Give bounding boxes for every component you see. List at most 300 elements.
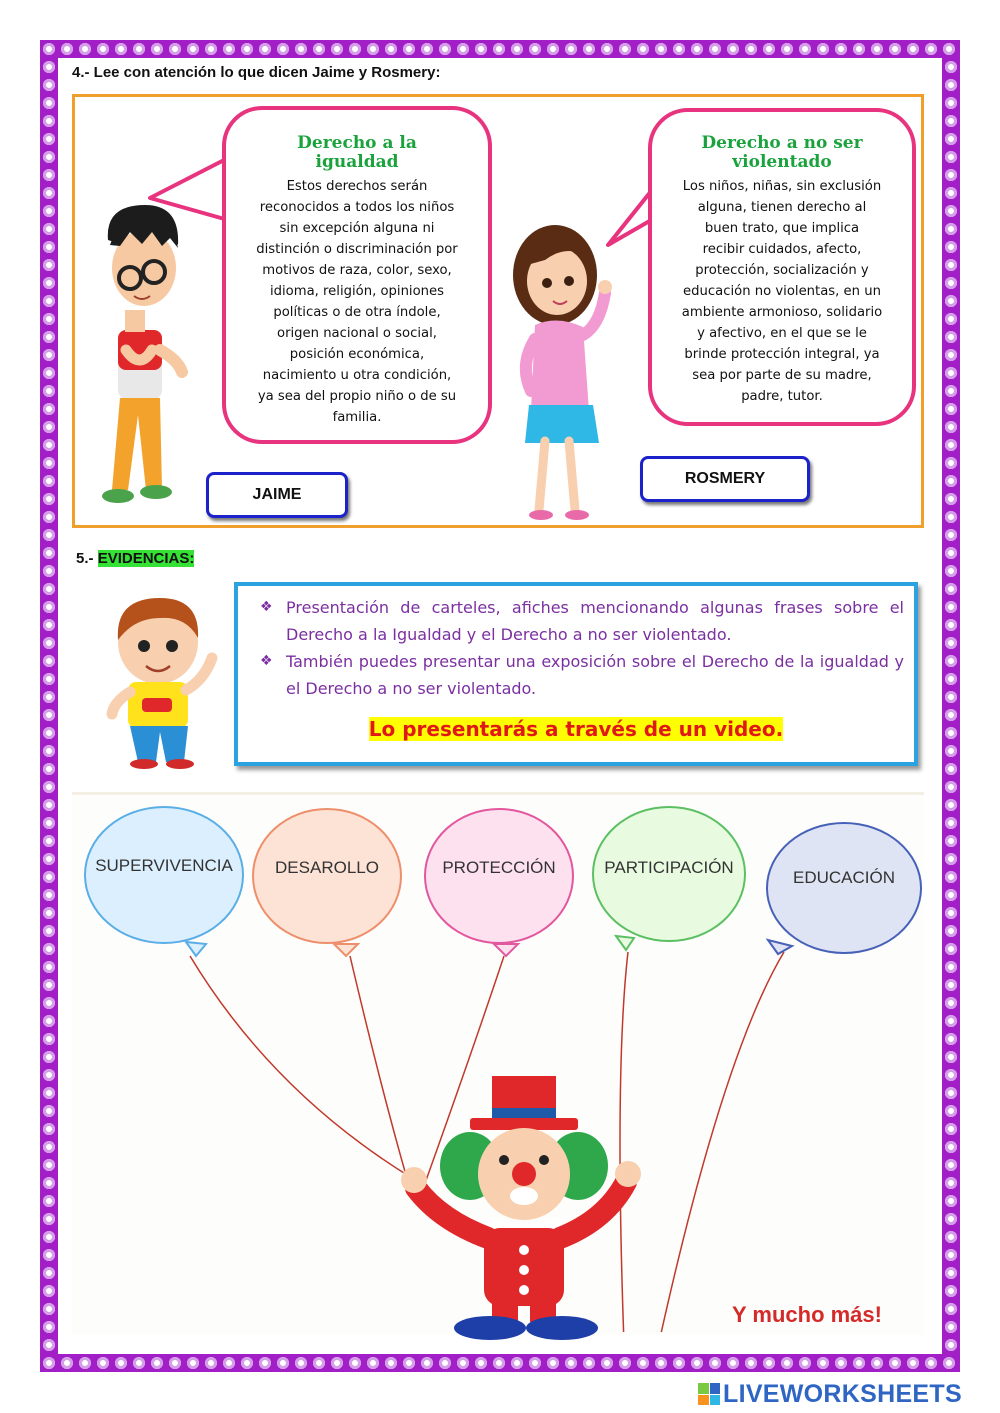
border-flower-icon	[565, 1357, 577, 1369]
rosmery-line: Los niños, niñas, sin exclusión	[682, 179, 882, 194]
border-flower-icon	[945, 1105, 957, 1117]
border-flower-icon	[945, 673, 957, 685]
border-flower-icon	[187, 43, 199, 55]
border-flower-icon	[945, 1177, 957, 1189]
border-flower-icon	[945, 241, 957, 253]
border-flower-icon	[43, 151, 55, 163]
balloon-label-proteccion: PROTECCIÓN	[442, 858, 556, 877]
border-flower-icon	[945, 421, 957, 433]
border-flower-icon	[421, 43, 433, 55]
liveworksheets-brand	[698, 1378, 962, 1410]
border-flower-icon	[43, 259, 55, 271]
jaime-line: sin excepción alguna ni	[279, 221, 435, 236]
border-flower-icon	[43, 1087, 55, 1099]
border-flower-icon	[43, 637, 55, 649]
border-flower-icon	[945, 97, 957, 109]
rosmery-line: educación no violentas, en un	[683, 284, 881, 299]
section-4-heading: 4.- Lee con atención lo que dicen Jaime y Rosmery:	[72, 64, 441, 81]
border-flower-icon	[43, 1177, 55, 1189]
border-flower-icon	[43, 961, 55, 973]
border-flower-icon	[799, 1357, 811, 1369]
border-flower-icon	[61, 43, 73, 55]
border-flower-icon	[43, 835, 55, 847]
border-flower-icon	[945, 457, 957, 469]
border-flower-icon	[945, 655, 957, 667]
border-flower-icon	[43, 349, 55, 361]
border-flower-icon	[945, 547, 957, 559]
border-flower-icon	[259, 43, 271, 55]
border-flower-icon	[853, 1357, 865, 1369]
border-flower-icon	[945, 709, 957, 721]
rosmery-line: ambiente armonioso, solidario	[681, 305, 883, 320]
border-flower-icon	[133, 1357, 145, 1369]
border-flower-icon	[945, 1321, 957, 1333]
border-flower-icon	[43, 853, 55, 865]
border-flower-icon	[439, 43, 451, 55]
diamond-bullet-icon: ❖	[260, 653, 273, 669]
border-flower-icon	[583, 1357, 595, 1369]
border-flower-icon	[673, 1357, 685, 1369]
border-flower-icon	[835, 1357, 847, 1369]
border-flower-icon	[945, 943, 957, 955]
border-flower-icon	[43, 889, 55, 901]
border-flower-icon	[43, 1357, 55, 1369]
border-flower-icon	[945, 1339, 957, 1351]
border-flower-icon	[457, 43, 469, 55]
border-flower-icon	[619, 43, 631, 55]
border-flower-icon	[43, 205, 55, 217]
border-flower-icon	[43, 817, 55, 829]
border-flower-icon	[925, 1357, 937, 1369]
border-flower-icon	[43, 1141, 55, 1153]
rosmery-girl-illustration	[505, 215, 625, 525]
border-flower-icon	[817, 43, 829, 55]
jaime-line: reconocidos a todos los niños	[259, 200, 455, 215]
border-flower-icon	[945, 763, 957, 775]
border-flower-icon	[97, 1357, 109, 1369]
jaime-bubble-title-2: igualdad	[315, 152, 399, 172]
border-flower-icon	[945, 727, 957, 739]
border-flower-icon	[79, 1357, 91, 1369]
border-flower-icon	[43, 439, 55, 451]
border-flower-icon	[945, 853, 957, 865]
border-flower-icon	[945, 511, 957, 523]
section-5-label: EVIDENCIAS:	[97, 550, 195, 567]
evidencia-item	[260, 648, 904, 702]
border-flower-icon	[511, 43, 523, 55]
border-flower-icon	[43, 1303, 55, 1315]
border-flower-icon	[43, 277, 55, 289]
border-flower-icon	[637, 43, 649, 55]
diamond-bullet-icon: ❖	[260, 599, 273, 615]
border-flower-icon	[945, 403, 957, 415]
border-flower-icon	[475, 1357, 487, 1369]
border-flower-icon	[43, 1213, 55, 1225]
rosmery-line: recibir cuidados, afecto,	[702, 242, 862, 257]
balloon-label-desarollo: DESAROLLO	[275, 858, 379, 877]
rosmery-bubble-text	[652, 176, 912, 407]
border-flower-icon	[241, 1357, 253, 1369]
border-flower-icon	[945, 223, 957, 235]
border-flower-icon	[835, 43, 847, 55]
border-flower-icon	[727, 43, 739, 55]
border-flower-icon	[945, 799, 957, 811]
border-flower-icon	[565, 43, 577, 55]
balloon-label-participacion: PARTICIPACIÓN	[604, 858, 734, 877]
rosmery-line: buen trato, que implica	[704, 221, 860, 236]
rosmery-line: protección, socialización y	[695, 263, 869, 278]
jaime-line: Estos derechos serán	[286, 179, 428, 194]
border-flower-icon	[945, 1213, 957, 1225]
border-flower-icon	[745, 43, 757, 55]
border-flower-icon	[43, 925, 55, 937]
border-flower-icon	[421, 1357, 433, 1369]
border-flower-icon	[277, 1357, 289, 1369]
border-flower-icon	[169, 1357, 181, 1369]
border-flower-icon	[403, 1357, 415, 1369]
border-flower-icon	[945, 781, 957, 793]
border-flower-icon	[43, 133, 55, 145]
border-flower-icon	[169, 43, 181, 55]
border-flower-icon	[331, 43, 343, 55]
border-flower-icon	[945, 61, 957, 73]
border-flower-icon	[583, 43, 595, 55]
border-flower-icon	[43, 565, 55, 577]
border-flower-icon	[945, 619, 957, 631]
border-flower-icon	[367, 1357, 379, 1369]
border-flower-icon	[43, 1105, 55, 1117]
border-flower-icon	[945, 115, 957, 127]
border-flower-icon	[945, 205, 957, 217]
border-flower-icon	[79, 43, 91, 55]
border-flower-icon	[43, 43, 55, 55]
border-flower-icon	[655, 1357, 667, 1369]
evidencia-text: Presentación de carteles, afiches mencionando algunas frases sobre el Derecho a la Igualdad y el Derecho a no ser violentado.	[286, 598, 904, 644]
border-flower-icon	[655, 43, 667, 55]
jaime-line: motivos de raza, color, sexo,	[262, 263, 452, 278]
border-flower-icon	[745, 1357, 757, 1369]
rosmery-line: brinde protección integral, ya	[684, 347, 880, 362]
border-flower-icon	[945, 637, 957, 649]
border-flower-icon	[945, 691, 957, 703]
border-flower-icon	[945, 1123, 957, 1135]
border-flower-icon	[493, 43, 505, 55]
border-flower-icon	[385, 43, 397, 55]
jaime-bubble-title-1: Derecho a la	[297, 133, 417, 153]
border-flower-icon	[43, 1123, 55, 1135]
border-flower-icon	[945, 583, 957, 595]
border-flower-icon	[43, 331, 55, 343]
border-flower-icon	[799, 43, 811, 55]
border-flower-icon	[529, 1357, 541, 1369]
border-flower-icon	[763, 1357, 775, 1369]
border-flower-icon	[43, 1015, 55, 1027]
border-flower-icon	[43, 1069, 55, 1081]
border-flower-icon	[943, 43, 955, 55]
jaime-speech-bubble	[222, 106, 492, 444]
border-flower-icon	[945, 1267, 957, 1279]
border-flower-icon	[43, 61, 55, 73]
liveworksheets-logo-icon	[698, 1383, 720, 1405]
jaime-line: idioma, religión, opiniones	[269, 284, 445, 299]
border-flower-icon	[529, 43, 541, 55]
border-flower-icon	[907, 1357, 919, 1369]
border-flower-icon	[295, 1357, 307, 1369]
border-flower-icon	[601, 43, 613, 55]
border-flower-icon	[945, 1159, 957, 1171]
border-flower-icon	[43, 1249, 55, 1261]
border-flower-icon	[871, 1357, 883, 1369]
border-flower-icon	[43, 691, 55, 703]
border-flower-icon	[43, 673, 55, 685]
border-flower-icon	[223, 1357, 235, 1369]
border-flower-icon	[945, 79, 957, 91]
border-flower-icon	[945, 439, 957, 451]
section-5-heading	[76, 550, 194, 567]
border-flower-icon	[43, 799, 55, 811]
video-note	[238, 717, 914, 741]
border-flower-icon	[781, 43, 793, 55]
border-flower-icon	[945, 835, 957, 847]
border-flower-icon	[43, 1051, 55, 1063]
border-flower-icon	[313, 1357, 325, 1369]
border-flower-icon	[43, 1267, 55, 1279]
border-flower-icon	[945, 493, 957, 505]
jaime-boy-illustration	[90, 200, 200, 520]
border-flower-icon	[943, 1357, 955, 1369]
border-flower-icon	[945, 277, 957, 289]
border-flower-icon	[205, 43, 217, 55]
border-flower-icon	[547, 43, 559, 55]
border-flower-icon	[709, 1357, 721, 1369]
border-flower-icon	[889, 43, 901, 55]
border-flower-icon	[385, 1357, 397, 1369]
border-flower-icon	[945, 1231, 957, 1243]
border-flower-icon	[43, 169, 55, 181]
border-flower-icon	[945, 961, 957, 973]
closing-text: Y mucho más!	[732, 1302, 882, 1327]
balloon-label-supervivencia: SUPERVIVENCIA	[95, 856, 233, 875]
border-flower-icon	[43, 727, 55, 739]
rosmery-bubble-title-1: Derecho a no ser	[701, 133, 863, 153]
border-flower-icon	[945, 367, 957, 379]
border-flower-icon	[43, 907, 55, 919]
border-flower-icon	[945, 529, 957, 541]
border-flower-icon	[727, 1357, 739, 1369]
rosmery-line: y afectivo, en el que se le	[697, 326, 867, 341]
border-flower-icon	[43, 619, 55, 631]
border-flower-icon	[945, 1033, 957, 1045]
border-flower-icon	[493, 1357, 505, 1369]
waving-boy-illustration	[100, 590, 225, 770]
rosmery-line: alguna, tienen derecho al	[697, 200, 867, 215]
rosmery-name-label: ROSMERY	[640, 456, 810, 502]
border-flower-icon	[331, 1357, 343, 1369]
border-flower-icon	[763, 43, 775, 55]
border-flower-icon	[691, 43, 703, 55]
border-flower-icon	[43, 781, 55, 793]
border-flower-icon	[43, 745, 55, 757]
border-flower-icon	[43, 493, 55, 505]
border-flower-icon	[925, 43, 937, 55]
border-flower-icon	[945, 907, 957, 919]
border-flower-icon	[457, 1357, 469, 1369]
jaime-line: posición económica,	[289, 347, 425, 362]
border-flower-icon	[945, 1249, 957, 1261]
border-flower-icon	[43, 223, 55, 235]
border-flower-icon	[871, 43, 883, 55]
border-flower-icon	[945, 331, 957, 343]
border-flower-icon	[133, 43, 145, 55]
border-flower-icon	[43, 763, 55, 775]
border-flower-icon	[205, 1357, 217, 1369]
border-flower-icon	[43, 97, 55, 109]
jaime-line: distinción o discriminación por	[256, 242, 458, 257]
jaime-line: origen nacional o social,	[277, 326, 437, 341]
border-flower-icon	[115, 1357, 127, 1369]
border-flower-icon	[637, 1357, 649, 1369]
border-flower-icon	[43, 1285, 55, 1297]
border-flower-icon	[709, 43, 721, 55]
border-flower-icon	[43, 313, 55, 325]
jaime-line: políticas o de otra índole,	[273, 305, 441, 320]
border-flower-icon	[945, 151, 957, 163]
jaime-line: nacimiento u otra condición,	[262, 368, 452, 383]
border-flower-icon	[43, 871, 55, 883]
border-flower-icon	[61, 1357, 73, 1369]
border-flower-icon	[889, 1357, 901, 1369]
border-flower-icon	[43, 421, 55, 433]
rosmery-bubble-title-2: violentado	[732, 152, 832, 172]
border-flower-icon	[259, 1357, 271, 1369]
border-flower-icon	[43, 547, 55, 559]
border-flower-icon	[43, 457, 55, 469]
border-flower-icon	[43, 1321, 55, 1333]
border-flower-icon	[601, 1357, 613, 1369]
border-flower-icon	[43, 187, 55, 199]
border-flower-icon	[781, 1357, 793, 1369]
border-flower-icon	[43, 529, 55, 541]
border-flower-icon	[43, 943, 55, 955]
border-flower-icon	[945, 1015, 957, 1027]
border-flower-icon	[945, 1141, 957, 1153]
border-flower-icon	[945, 475, 957, 487]
border-flower-icon	[945, 1051, 957, 1063]
border-flower-icon	[349, 1357, 361, 1369]
rosmery-line: padre, tutor.	[741, 389, 823, 404]
border-flower-icon	[43, 1159, 55, 1171]
border-flower-icon	[945, 169, 957, 181]
border-flower-icon	[43, 241, 55, 253]
border-flower-icon	[43, 1195, 55, 1207]
border-flower-icon	[945, 925, 957, 937]
border-flower-icon	[945, 295, 957, 307]
border-flower-icon	[403, 43, 415, 55]
balloon-educacion	[766, 822, 922, 954]
border-flower-icon	[945, 817, 957, 829]
border-flower-icon	[619, 1357, 631, 1369]
border-flower-icon	[945, 1069, 957, 1081]
border-flower-icon	[151, 1357, 163, 1369]
section-5-number: 5.-	[76, 550, 98, 567]
border-flower-icon	[241, 43, 253, 55]
border-flower-icon	[277, 43, 289, 55]
border-flower-icon	[547, 1357, 559, 1369]
border-flower-icon	[945, 871, 957, 883]
border-flower-icon	[945, 979, 957, 991]
border-flower-icon	[439, 1357, 451, 1369]
border-flower-icon	[367, 43, 379, 55]
jaime-line: ya sea del propio niño o de su	[257, 389, 457, 404]
border-flower-icon	[945, 1195, 957, 1207]
border-flower-icon	[853, 43, 865, 55]
clown-illustration	[400, 1070, 650, 1340]
border-flower-icon	[945, 1303, 957, 1315]
border-flower-icon	[151, 43, 163, 55]
border-flower-icon	[475, 43, 487, 55]
border-flower-icon	[43, 997, 55, 1009]
border-flower-icon	[945, 313, 957, 325]
border-flower-icon	[945, 187, 957, 199]
border-flower-icon	[43, 1339, 55, 1351]
evidencia-item	[260, 594, 904, 648]
border-flower-icon	[43, 79, 55, 91]
jaime-name-label: JAIME	[206, 472, 348, 518]
border-flower-icon	[115, 43, 127, 55]
rosmery-line: sea por parte de su madre,	[692, 368, 872, 383]
border-flower-icon	[313, 43, 325, 55]
border-flower-icon	[295, 43, 307, 55]
border-flower-icon	[945, 349, 957, 361]
border-flower-icon	[945, 997, 957, 1009]
border-flower-icon	[945, 889, 957, 901]
border-flower-icon	[945, 133, 957, 145]
border-flower-icon	[223, 43, 235, 55]
border-flower-icon	[43, 115, 55, 127]
border-flower-icon	[511, 1357, 523, 1369]
border-flower-icon	[817, 1357, 829, 1369]
border-flower-icon	[945, 745, 957, 757]
rosmery-speech-bubble	[648, 108, 916, 426]
border-flower-icon	[43, 475, 55, 487]
jaime-bubble-text	[226, 176, 488, 428]
border-flower-icon	[945, 385, 957, 397]
border-flower-icon	[43, 1033, 55, 1045]
border-flower-icon	[673, 43, 685, 55]
evidencia-text: También puedes presentar una exposición sobre el Derecho de la igualdad y el Derecho a no ser violentado.	[286, 652, 904, 698]
border-flower-icon	[349, 43, 361, 55]
brand-name: LIVEWORKSHEETS	[723, 1379, 962, 1408]
border-flower-icon	[43, 367, 55, 379]
border-flower-icon	[43, 385, 55, 397]
border-flower-icon	[43, 601, 55, 613]
jaime-line: familia.	[332, 410, 382, 425]
border-flower-icon	[945, 259, 957, 271]
video-note-text: Lo presentarás a través de un video.	[368, 717, 784, 741]
border-flower-icon	[43, 979, 55, 991]
border-flower-icon	[43, 511, 55, 523]
border-flower-icon	[945, 1285, 957, 1297]
border-flower-icon	[43, 655, 55, 667]
border-flower-icon	[43, 583, 55, 595]
border-flower-icon	[43, 403, 55, 415]
balloon-label-educacion: EDUCACIÓN	[792, 868, 895, 887]
border-flower-icon	[907, 43, 919, 55]
border-flower-icon	[43, 1231, 55, 1243]
evidencias-box	[234, 582, 918, 766]
border-flower-icon	[691, 1357, 703, 1369]
border-flower-icon	[43, 295, 55, 307]
